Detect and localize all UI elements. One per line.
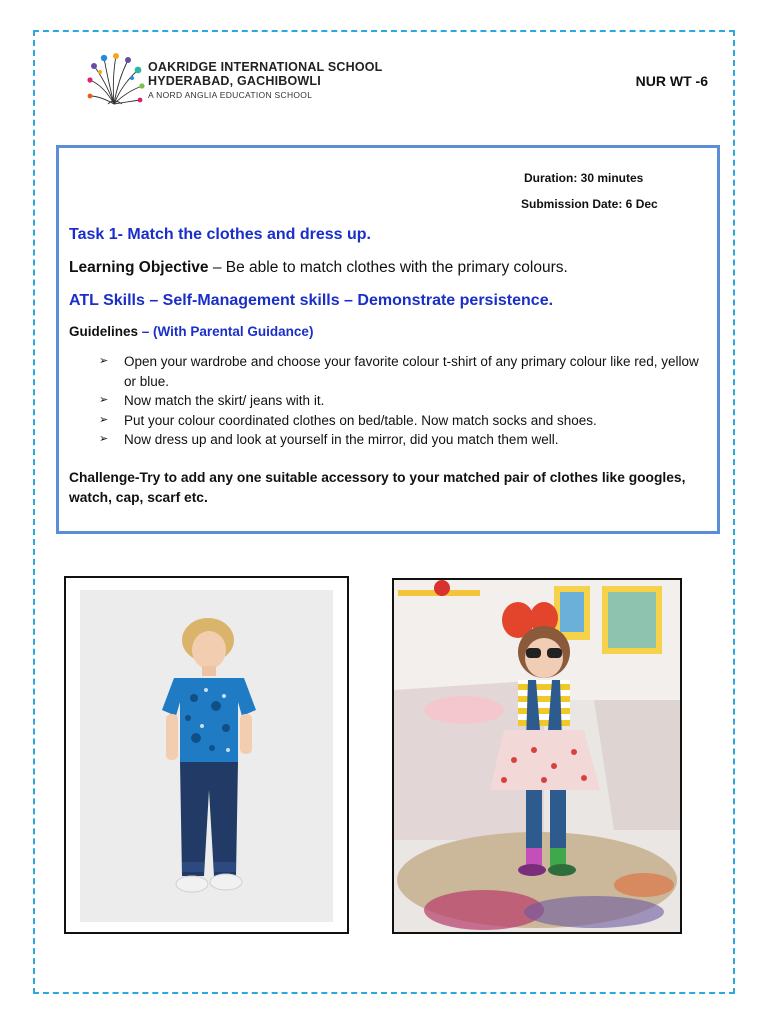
photo-boy-outfit bbox=[64, 576, 349, 934]
document-code: NUR WT -6 bbox=[635, 73, 708, 89]
girl-illustration bbox=[394, 580, 680, 932]
guideline-text: Open your wardrobe and choose your favorite colour t-shirt of any primary colour like red, yellow or blue. bbox=[124, 354, 699, 389]
list-item bbox=[99, 430, 711, 450]
task-box bbox=[56, 145, 720, 534]
challenge-text: Challenge-Try to add any one suitable accessory to your matched pair of clothes like googles, watch, cap, scarf etc. bbox=[69, 470, 686, 505]
arrowhead-bullet-icon: ➢ bbox=[99, 433, 109, 445]
school-tagline: A NORD ANGLIA EDUCATION SCHOOL bbox=[148, 90, 313, 100]
boy-illustration bbox=[66, 578, 347, 932]
atl-skills: ATL Skills – Self-Management skills – Demonstrate persistence. bbox=[69, 292, 554, 309]
task-title: Task 1- Match the clothes and dress up. bbox=[69, 226, 371, 243]
list-item bbox=[99, 352, 711, 391]
guidelines-label: Guidelines bbox=[69, 324, 139, 339]
list-item bbox=[99, 411, 711, 431]
guidelines-heading bbox=[69, 324, 313, 339]
list-item bbox=[99, 391, 711, 411]
objective-label: Learning Objective bbox=[69, 259, 209, 276]
arrowhead-bullet-icon: ➢ bbox=[99, 394, 109, 406]
guidelines-note: – (With Parental Guidance) bbox=[138, 324, 314, 339]
submission-date: Submission Date: 6 Dec bbox=[521, 197, 658, 211]
school-logo bbox=[86, 52, 416, 110]
school-name bbox=[148, 60, 383, 88]
photo-girl-outfit bbox=[392, 578, 682, 934]
school-name-line2: HYDERABAD, GACHIBOWLI bbox=[148, 74, 321, 88]
duration-text: Duration: 30 minutes bbox=[524, 171, 644, 185]
guideline-text: Put your colour coordinated clothes on bed/table. Now match socks and shoes. bbox=[124, 412, 597, 428]
learning-objective bbox=[69, 259, 568, 277]
objective-text: – Be able to match clothes with the primary colours. bbox=[208, 259, 568, 276]
arrowhead-bullet-icon: ➢ bbox=[99, 413, 109, 426]
arrowhead-bullet-icon: ➢ bbox=[99, 355, 109, 367]
oakridge-dandelion-logo-icon bbox=[86, 52, 148, 110]
guideline-text: Now match the skirt/ jeans with it. bbox=[124, 393, 325, 408]
guidelines-list bbox=[99, 352, 711, 450]
school-name-line1: OAKRIDGE INTERNATIONAL SCHOOL bbox=[148, 60, 383, 74]
guideline-text: Now dress up and look at yourself in the mirror, did you match them well. bbox=[124, 432, 559, 447]
